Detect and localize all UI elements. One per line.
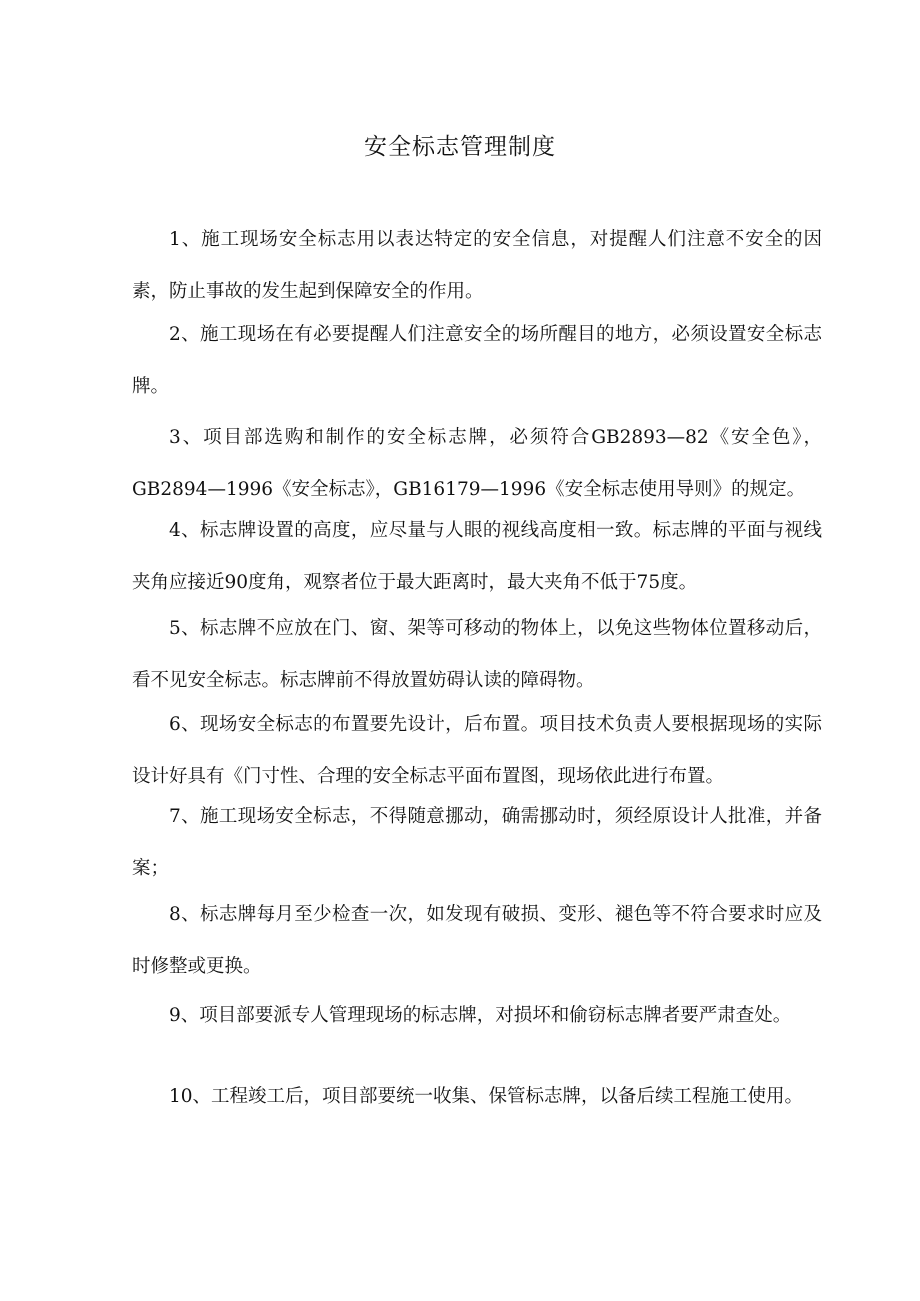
rule-paragraph-6: 6、现场安全标志的布置要先设计，后布置。项目技术负责人要根据现场的实际设计好具有《门寸性、合理的安全标志平面布置图，现场依此进行布置。 xyxy=(132,713,822,787)
rule-paragraph-9: 9、项目部要派专人管理现场的标志牌，对损坏和偷窃标志牌者要严肃查处。 xyxy=(169,1004,792,1026)
rule-paragraph-7: 7、施工现场安全标志，不得随意挪动，确需挪动时，须经原设计人批准，并备案； xyxy=(132,805,822,879)
rule-paragraph-10: 10、工程竣工后，项目部要统一收集、保管标志牌，以备后续工程施工使用。 xyxy=(169,1085,804,1107)
rule-paragraph-2: 2、施工现场在有必要提醒人们注意安全的场所醒目的地方，必须设置安全标志牌。 xyxy=(132,323,822,397)
rule-paragraph-4: 4、标志牌设置的高度，应尽量与人眼的视线高度相一致。标志牌的平面与视线夹角应接近90度角，观察者位于最大距离时，最大夹角不低于75度。 xyxy=(132,519,822,593)
document-title: 安全标志管理制度 xyxy=(364,134,556,160)
rule-paragraph-1: 1、施工现场安全标志用以表达特定的安全信息，对提醒人们注意不安全的因素，防止事故的发生起到保障安全的作用。 xyxy=(132,228,822,302)
rule-paragraph-8: 8、标志牌每月至少检查一次，如发现有破损、变形、褪色等不符合要求时应及时修整或更换。 xyxy=(132,903,822,977)
rule-paragraph-3: 3、项目部选购和制作的安全标志牌，必须符合GB2893—82《安全色》，GB2894—1996《安全标志》，GB16179—1996《安全标志使用导则》的规定。 xyxy=(132,426,822,500)
rule-paragraph-5: 5、标志牌不应放在门、窗、架等可移动的物体上，以免这些物体位置移动后，看不见安全标志。标志牌前不得放置妨碍认读的障碍物。 xyxy=(132,617,822,691)
